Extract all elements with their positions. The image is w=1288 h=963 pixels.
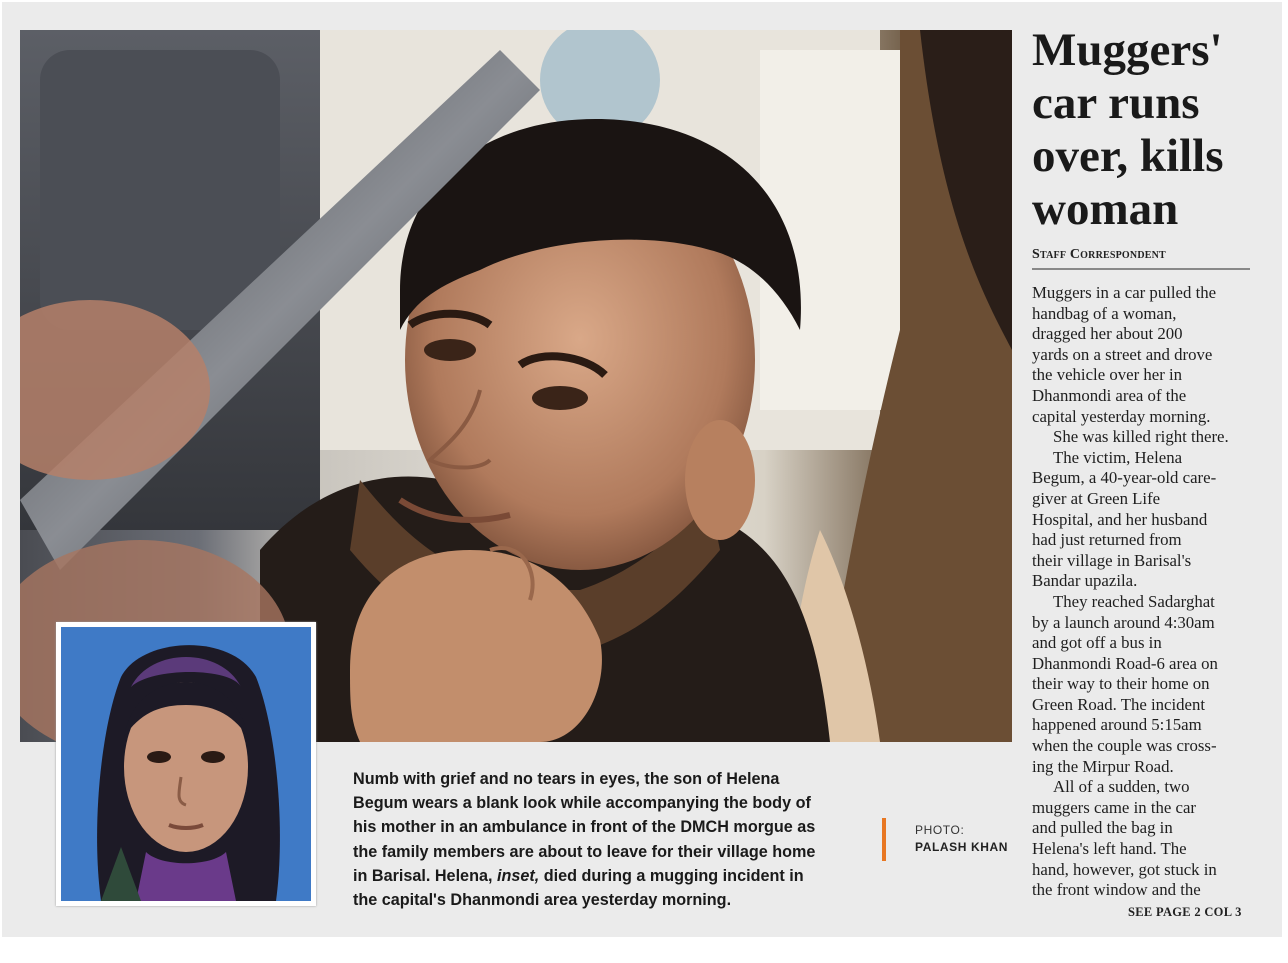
body-line: Bandar upazila.: [1032, 571, 1138, 591]
body-line: The victim, Helena: [1053, 447, 1183, 467]
body-line: Muggers in a car pulled the: [1032, 283, 1217, 302]
body-line: ing the Mirpur Road.: [1032, 756, 1174, 776]
photo-caption: [353, 767, 853, 912]
caption-line: his mother in an ambulance in front of the DMCH morgue as: [353, 818, 816, 837]
headline-line: woman: [1032, 183, 1179, 235]
body-line: All of a sudden, two: [1053, 777, 1190, 797]
caption-text: in Barisal. Helena,: [353, 866, 493, 885]
body-line: their village in Barisal's: [1032, 550, 1192, 570]
credit-label: PHOTO:: [915, 823, 965, 837]
credit-accent-bar: [882, 818, 886, 861]
body-line: Begum, a 40-year-old care-: [1032, 468, 1217, 488]
article-paragraph: [1032, 283, 1250, 427]
body-line: Dhanmondi area of the: [1032, 385, 1187, 405]
article-paragraph: [1032, 592, 1250, 777]
body-line: the front window and the: [1032, 880, 1201, 900]
body-line: handbag of a woman,: [1032, 303, 1177, 323]
body-line: muggers came in the car: [1032, 797, 1197, 817]
headline-line: car runs: [1032, 77, 1200, 129]
body-line: giver at Green Life: [1032, 488, 1161, 508]
body-line: Dhanmondi Road-6 area on: [1032, 653, 1218, 673]
body-line: had just returned from: [1032, 530, 1182, 550]
caption-line: the capital's Dhanmondi area yesterday morning.: [353, 891, 732, 910]
headline-line: Muggers': [1032, 24, 1223, 76]
body-line: Hospital, and her husband: [1032, 509, 1208, 529]
caption-line: Numb with grief and no tears in eyes, the son of Helena: [353, 770, 780, 788]
body-line: happened around 5:15am: [1032, 715, 1202, 735]
caption-line: Begum wears a blank look while accompanying the body of: [353, 794, 811, 813]
body-line: when the couple was cross-: [1032, 736, 1217, 756]
inset-portrait-illustration: [61, 627, 311, 901]
body-line: by a launch around 4:30am: [1032, 612, 1215, 632]
inset-portrait: [61, 627, 311, 901]
credit-name: PALASH KHAN: [915, 840, 1009, 854]
body-line: and pulled the bag in: [1032, 818, 1173, 838]
body-line: the vehicle over her in: [1032, 365, 1183, 385]
body-line: yards on a street and drove: [1032, 344, 1213, 364]
body-line: hand, however, got stuck in: [1032, 859, 1217, 879]
caption-inset-word: inset,: [496, 866, 540, 885]
caption-text: died during a mugging incident in: [543, 866, 804, 885]
body-line: She was killed right there.: [1053, 427, 1229, 447]
body-line: They reached Sadarghat: [1053, 591, 1215, 611]
body-line: Helena's left hand. The: [1032, 839, 1187, 859]
continuation-link[interactable]: SEE PAGE 2 COL 3: [1128, 905, 1242, 919]
headline: [1032, 24, 1272, 236]
body-line: dragged her about 200: [1032, 324, 1183, 344]
headline-line: over, kills: [1032, 130, 1224, 182]
article-body: [1032, 283, 1250, 901]
article-paragraph: [1032, 777, 1250, 901]
body-line: their way to their home on: [1032, 674, 1210, 694]
body-line: Green Road. The incident: [1032, 694, 1206, 714]
body-line: capital yesterday morning.: [1032, 406, 1211, 426]
caption-line: [353, 864, 853, 888]
inset-photo: [56, 622, 316, 906]
body-line: and got off a bus in: [1032, 633, 1162, 653]
caption-line: the family members are about to leave for their village home: [353, 842, 816, 861]
article-paragraph: [1032, 427, 1250, 448]
photo-credit: [915, 822, 1008, 856]
article-paragraph: [1032, 448, 1250, 592]
byline: Staff Correspondent: [1032, 247, 1250, 270]
